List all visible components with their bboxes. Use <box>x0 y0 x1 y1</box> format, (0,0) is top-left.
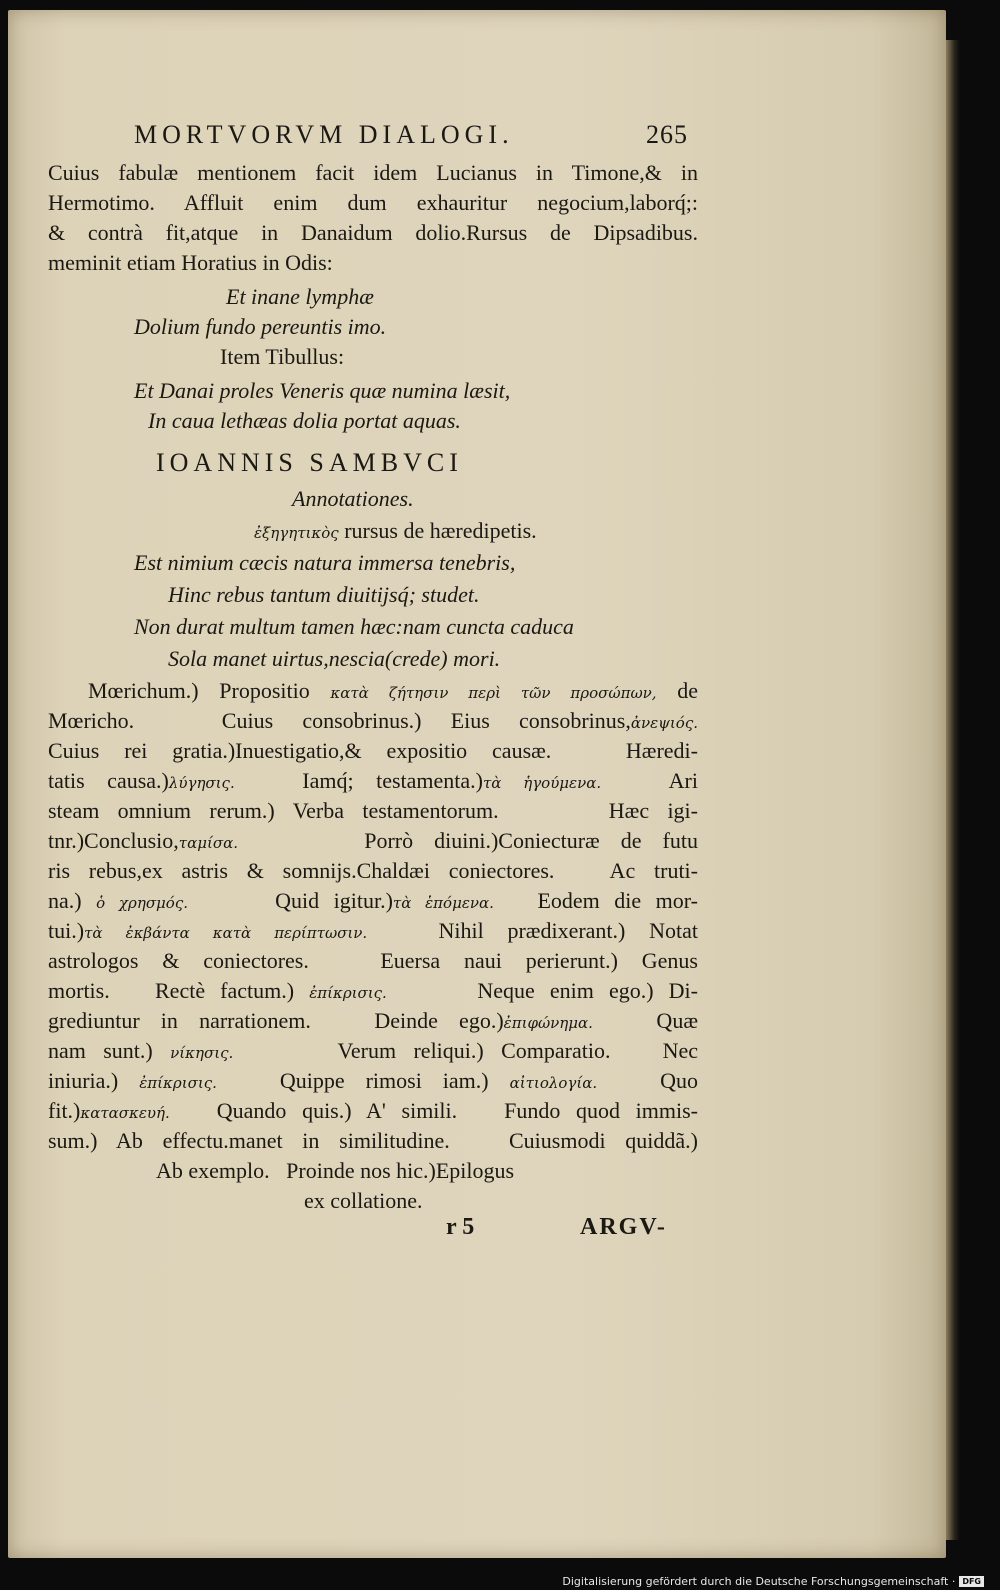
annotation-text: fit.) <box>48 1098 81 1123</box>
annotation-line <box>48 826 698 858</box>
greek-term: λύγησις. <box>168 774 235 792</box>
annotation-line <box>48 856 698 886</box>
greek-term: αἰτιολογία. <box>509 1074 598 1092</box>
annotation-text: mortis. Rectè factum.) <box>48 978 310 1003</box>
catchword: ARGV- <box>580 1214 667 1240</box>
annotation-text: ris rebus,ex astris & somnijs.Chaldæi coniectores. Ac truti- <box>48 858 698 883</box>
annotation-text: Verum reliqui.) Comparatio. Nec <box>233 1038 698 1063</box>
annotation-text: Neque enim ego.) Di- <box>386 978 698 1003</box>
annotation-text: tnr.)Conclusio, <box>48 828 179 853</box>
paragraph-line: meminit etiam Horatius in Odis: <box>48 250 333 275</box>
annotation-line <box>48 1006 698 1038</box>
annotation-text: Ab exemplo. Proinde nos hic.)Epilogus <box>156 1158 515 1183</box>
dfg-logo: DFG <box>959 1576 984 1587</box>
annotation-text: astrologos & coniectores. Euersa naui perierunt.) Genus <box>48 948 698 973</box>
annotation-text: na.) <box>48 888 97 913</box>
greek-intro-line <box>254 516 537 548</box>
paragraph-line: Hermotimo. Affluit enim dum exhauritur negocium,laborq́;: <box>48 190 698 215</box>
annotation-line <box>48 916 698 948</box>
greek-term: τὰ ἑπόμενα. <box>392 894 494 912</box>
annotation-text: Quando quis.) A' simili. Fundo quod immis- <box>169 1098 698 1123</box>
signature-mark: r 5 <box>446 1214 475 1240</box>
intro-text: rursus de hæredipetis. <box>344 518 537 543</box>
annotation-text: Quid igitur.) <box>188 888 393 913</box>
annotation-line <box>48 886 698 918</box>
page-number: 265 <box>646 120 688 149</box>
annotation-line <box>48 736 698 766</box>
annotation-line <box>48 1066 698 1098</box>
annotation-line <box>48 1126 698 1156</box>
greek-term: τὰ ἐκβάντα κατὰ περίπτωσιν. <box>84 924 368 942</box>
verse-line: Et inane lymphæ <box>226 284 374 309</box>
annotation-text: Quæ <box>592 1008 698 1033</box>
annotation-line <box>156 1156 514 1186</box>
annotation-line <box>88 676 698 708</box>
annotation-text: sum.) Ab effectu.manet in similitudine. Cuiusmodi quiddã.) <box>48 1128 698 1153</box>
annotation-line <box>48 946 698 976</box>
annotation-line <box>48 976 698 1008</box>
page-edge <box>946 40 960 1540</box>
digitization-footer <box>562 1575 984 1588</box>
verse-line: Dolium fundo pereuntis imo. <box>134 314 387 339</box>
greek-term: ἐξηγητικὸς <box>254 524 339 542</box>
annotation-text: tui.) <box>48 918 85 943</box>
annotation-text: Porrò diuini.)Coniecturæ de futu <box>237 828 698 853</box>
epigram-line: Non durat multum tamen hæc:nam cuncta caduca <box>134 614 574 639</box>
verse-line: In caua lethæas dolia portat aquas. <box>148 408 461 433</box>
section-heading: IOANNIS SAMBVCI <box>156 448 463 477</box>
epigram-line: Hinc rebus tantum diuitijsq́; studet. <box>168 582 480 607</box>
epigram-line: Sola manet uirtus,nescia(crede) mori. <box>168 646 501 671</box>
greek-term: ὁ χρησμός. <box>96 894 189 912</box>
annotation-line <box>48 1036 698 1068</box>
verse-line: Et Danai proles Veneris quæ numina læsit, <box>134 378 511 403</box>
annotation-text: Nihil prædixerant.) Notat <box>367 918 698 943</box>
digitization-note: Digitalisierung gefördert durch die Deutsche Forschungsgemeinschaft · <box>562 1575 956 1588</box>
greek-term: ἀνεψιός. <box>630 714 698 732</box>
annotation-text: Cuius rei gratia.)Inuestigatio,& expositio causæ. Hæredi- <box>48 738 698 763</box>
annotation-text: grediuntur in narrationem. Deinde ego.) <box>48 1008 504 1033</box>
greek-term: κατασκευή. <box>80 1104 170 1122</box>
annotation-text: tatis causa.) <box>48 768 169 793</box>
annotation-text: Quippe rimosi iam.) <box>216 1068 510 1093</box>
greek-term: ἐπίκρισις. <box>309 984 387 1002</box>
paragraph-line: Cuius fabulæ mentionem facit idem Lucianus in Timone,& in <box>48 160 698 185</box>
verse-intro: Item Tibullus: <box>220 344 345 369</box>
annotation-text: nam sunt.) <box>48 1038 171 1063</box>
annotation-text: de <box>656 678 698 703</box>
greek-term: τὰ ἡγούμενα. <box>483 774 602 792</box>
annotation-text: Mœricho. Cuius consobrinus.) Eius consobrinus, <box>48 708 631 733</box>
annotation-line <box>304 1186 423 1216</box>
annotation-text: Mœrichum.) Propositio <box>88 678 331 703</box>
greek-term: ἐπίκρισις. <box>139 1074 217 1092</box>
annotation-text: steam omnium rerum.) Verba testamentorum. Hæc igi- <box>48 798 698 823</box>
annotation-text: ex collatione. <box>304 1188 423 1213</box>
greek-term: κατὰ ζήτησιν περὶ τῶν προσώπων, <box>330 684 657 702</box>
greek-term: νίκησις. <box>170 1044 234 1062</box>
paragraph-line: & contrà fit,atque in Danaidum dolio.Rursus de Dipsadibus. <box>48 220 698 245</box>
annotation-line <box>48 706 698 738</box>
running-title: MORTVORVM DIALOGI. <box>134 120 514 149</box>
annotation-text: Iamq́; testamenta.) <box>234 768 483 793</box>
greek-term: ἐπιφώνημα. <box>503 1014 593 1032</box>
annotation-line <box>48 796 698 826</box>
annotation-text: iniuria.) <box>48 1068 140 1093</box>
epigram-line: Est nimium cæcis natura immersa tenebris, <box>134 550 516 575</box>
section-subheading: Annotationes. <box>292 486 414 511</box>
annotation-text: Eodem die mor- <box>493 888 698 913</box>
annotation-line <box>48 766 698 798</box>
greek-term: ταμίσα. <box>178 834 238 852</box>
annotation-text: Quo <box>597 1068 698 1093</box>
annotation-line <box>48 1096 698 1128</box>
annotation-text: Ari <box>601 768 698 793</box>
